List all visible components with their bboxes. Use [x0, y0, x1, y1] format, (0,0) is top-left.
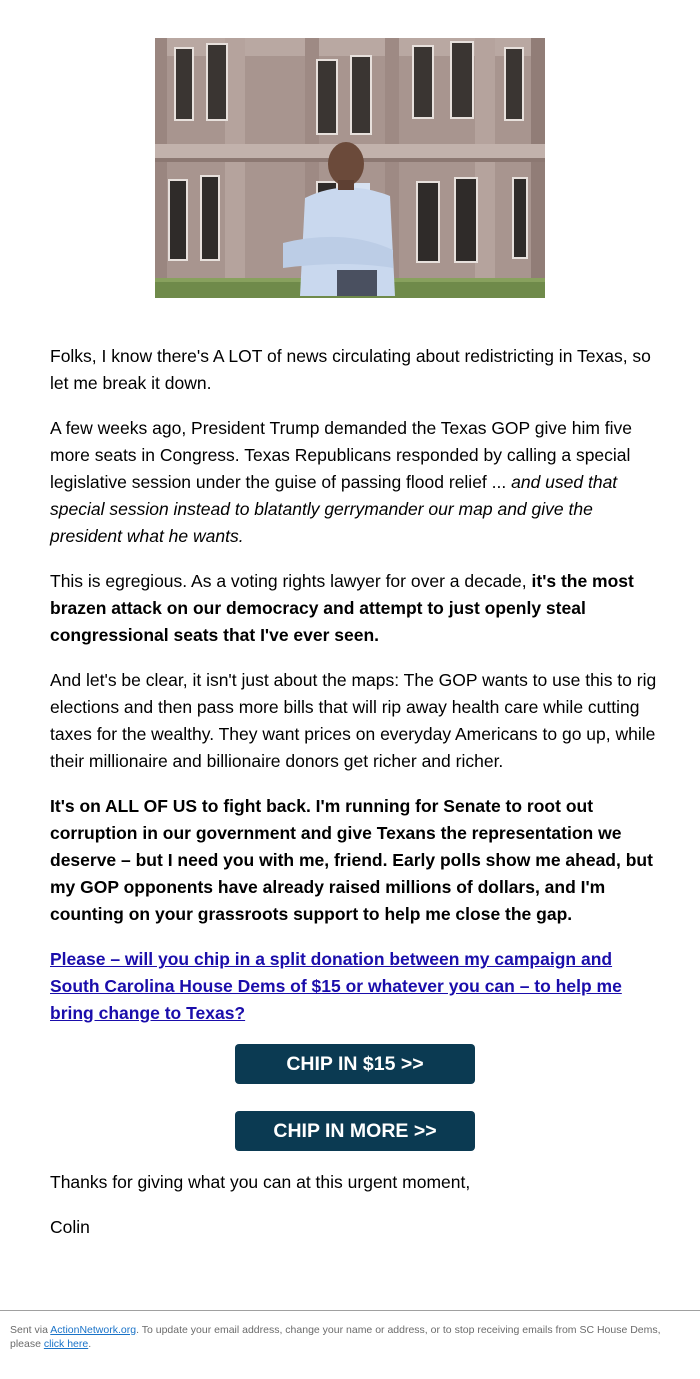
donation-ask-link[interactable]: Please – will you chip in a split donation between my campaign and South Carolina House Dems of $15 or whatever you can – to help me bring change to Texas?: [50, 949, 622, 1023]
email-footer: [0, 1310, 700, 1351]
chip-more-row: [50, 1111, 660, 1151]
paragraph-background: [50, 415, 660, 550]
background-emphasis: and used that special session instead to blatantly gerrymander our map and give the president what he wants.: [50, 472, 618, 546]
actionnetwork-link[interactable]: ActionNetwork.org: [50, 1324, 137, 1336]
paragraph-fight-back: It's on ALL OF US to fight back. I'm running for Senate to root out corruption in our government and give Texans the representation we deserve – but I need you with me, friend. Early polls show me ahead, but my GOP opponents have already raised millions of dollars, and I'm counting on your grassroots support to help me close the gap.: [50, 796, 653, 924]
closing-line: Thanks for giving what you can at this urgent moment,: [50, 1172, 471, 1192]
paragraph-intro: Folks, I know there's A LOT of news circulating about redistricting in Texas, so let me break it down.: [50, 346, 651, 393]
signature: Colin: [50, 1217, 90, 1237]
paragraph-stakes: And let's be clear, it isn't just about the maps: The GOP wants to use this to rig elections and then pass more bills that will rip away health care while cutting taxes for the wealthy. They want prices on everyday Americans to go up, while their millionaire and billionaire donors get richer and richer.: [50, 670, 657, 771]
paragraph-egregious: [50, 568, 660, 649]
chip-in-15-button[interactable]: CHIP IN $15 >>: [235, 1044, 475, 1084]
footer-suffix: .: [88, 1338, 92, 1350]
egregious-text: This is egregious. As a voting rights lawyer for over a decade,: [50, 571, 532, 591]
background-text: A few weeks ago, President Trump demanded the Texas GOP give him five more seats in Congress. Texas Republicans responded by calling a special legislative session under the guise of passing flood relief ...: [50, 418, 633, 492]
footer-prefix: Sent via: [10, 1324, 51, 1336]
chip-in-more-button[interactable]: CHIP IN MORE >>: [235, 1111, 475, 1151]
unsubscribe-link[interactable]: click here: [43, 1338, 89, 1350]
chip-15-row: [50, 1044, 660, 1084]
paragraph-ask: [50, 946, 660, 1027]
egregious-emphasis: it's the most brazen attack on our democracy and attempt to just openly steal congressional seats that I've ever seen.: [50, 571, 634, 645]
hero-image: [155, 38, 545, 298]
footer-middle: . To update your email address, change your name or address, or to stop receiving emails from SC House Dems, please: [10, 1324, 661, 1350]
capitol-photo: [155, 38, 545, 298]
email-body: [50, 343, 660, 1259]
